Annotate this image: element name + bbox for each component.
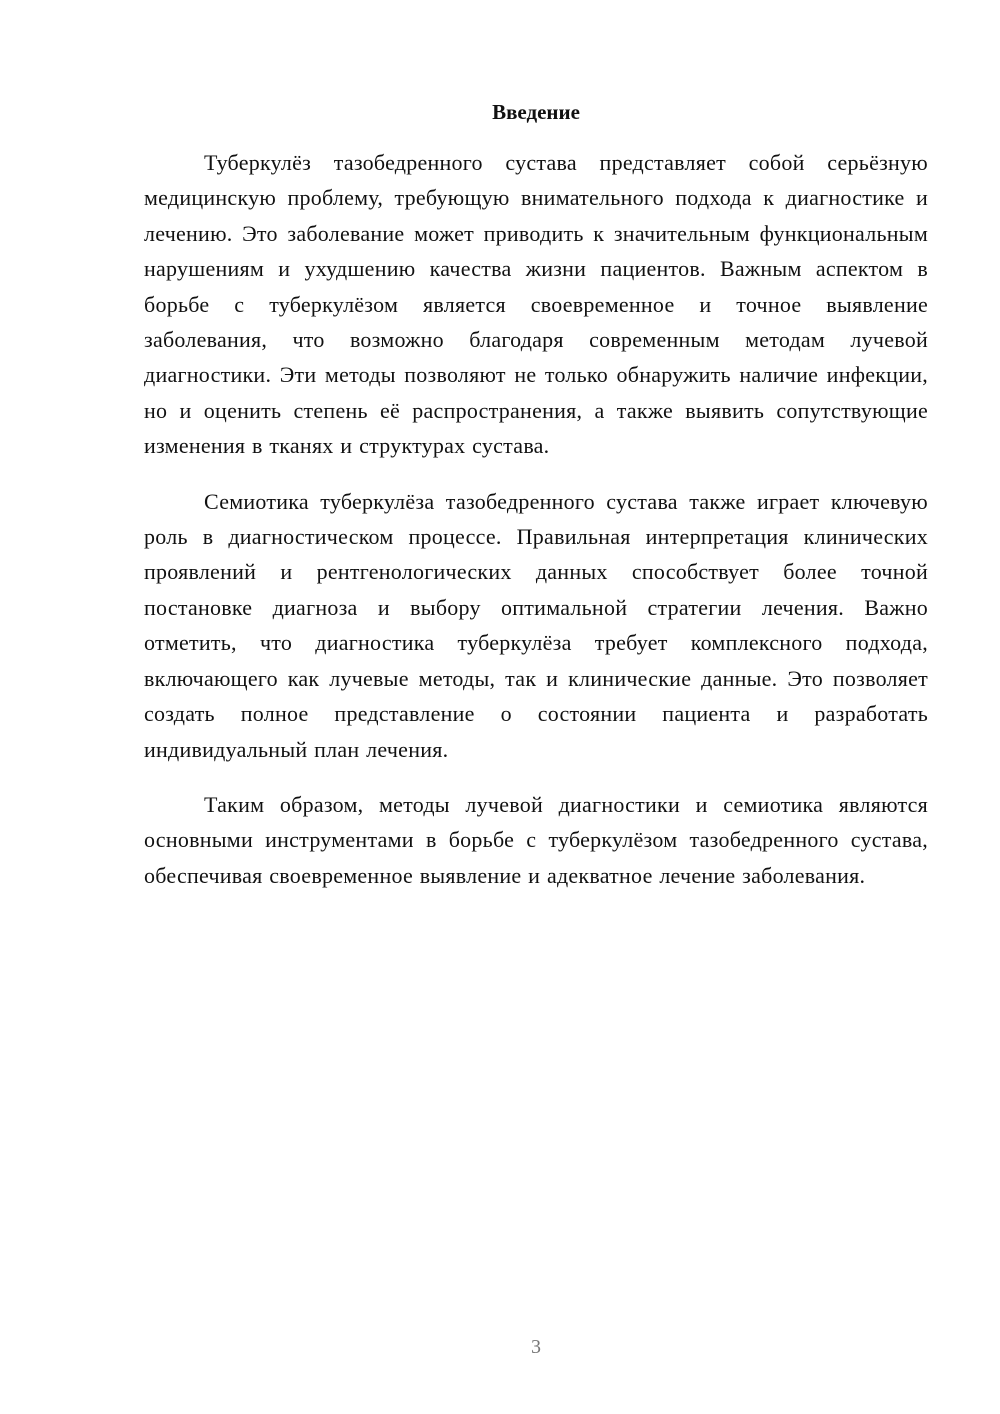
paragraph-3: Таким образом, методы лучевой диагностики и семиотика являются основными инструментами в борьбе с туберкулёзом тазобедренного сустава, обеспечивая своевременное выявление и адекватное лечение заболевания. xyxy=(144,791,928,888)
paragraph-2: Семиотика туберкулёза тазобедренного сустава также играет ключевую роль в диагностическом процессе. Правильная интерпретация клинических проявлений и рентгенологических данных способствует более точной постановке диагноза и выбору оптимальной стратегии лечения. Важно отметить, что диагностика туберкулёза требует комплексного подхода, включающего как лучевые методы, так и клинические данные. Это позволяет создать полное представление о состоянии пациента и разработать индивидуальный план лечения. xyxy=(144,488,928,762)
section-title: Введение xyxy=(492,100,580,124)
page-number: 3 xyxy=(531,1336,541,1358)
body-text xyxy=(144,145,928,913)
paragraph-1: Туберкулёз тазобедренного сустава представляет собой серьёзную медицинскую проблему, требующую внимательного подхода к диагностике и лечению. Это заболевание может приводить к значительным функциональным нарушениям и ухудшению качества жизни пациентов. Важным аспектом в борьбе с туберкулёзом является своевременное и точное выявление заболевания, что возможно благодаря современным методам лучевой диагностики. Эти методы позволяют не только обнаружить наличие инфекции, но и оценить степень её распространения, а также выявить сопутствующие изменения в тканях и структурах сустава. xyxy=(144,150,928,459)
